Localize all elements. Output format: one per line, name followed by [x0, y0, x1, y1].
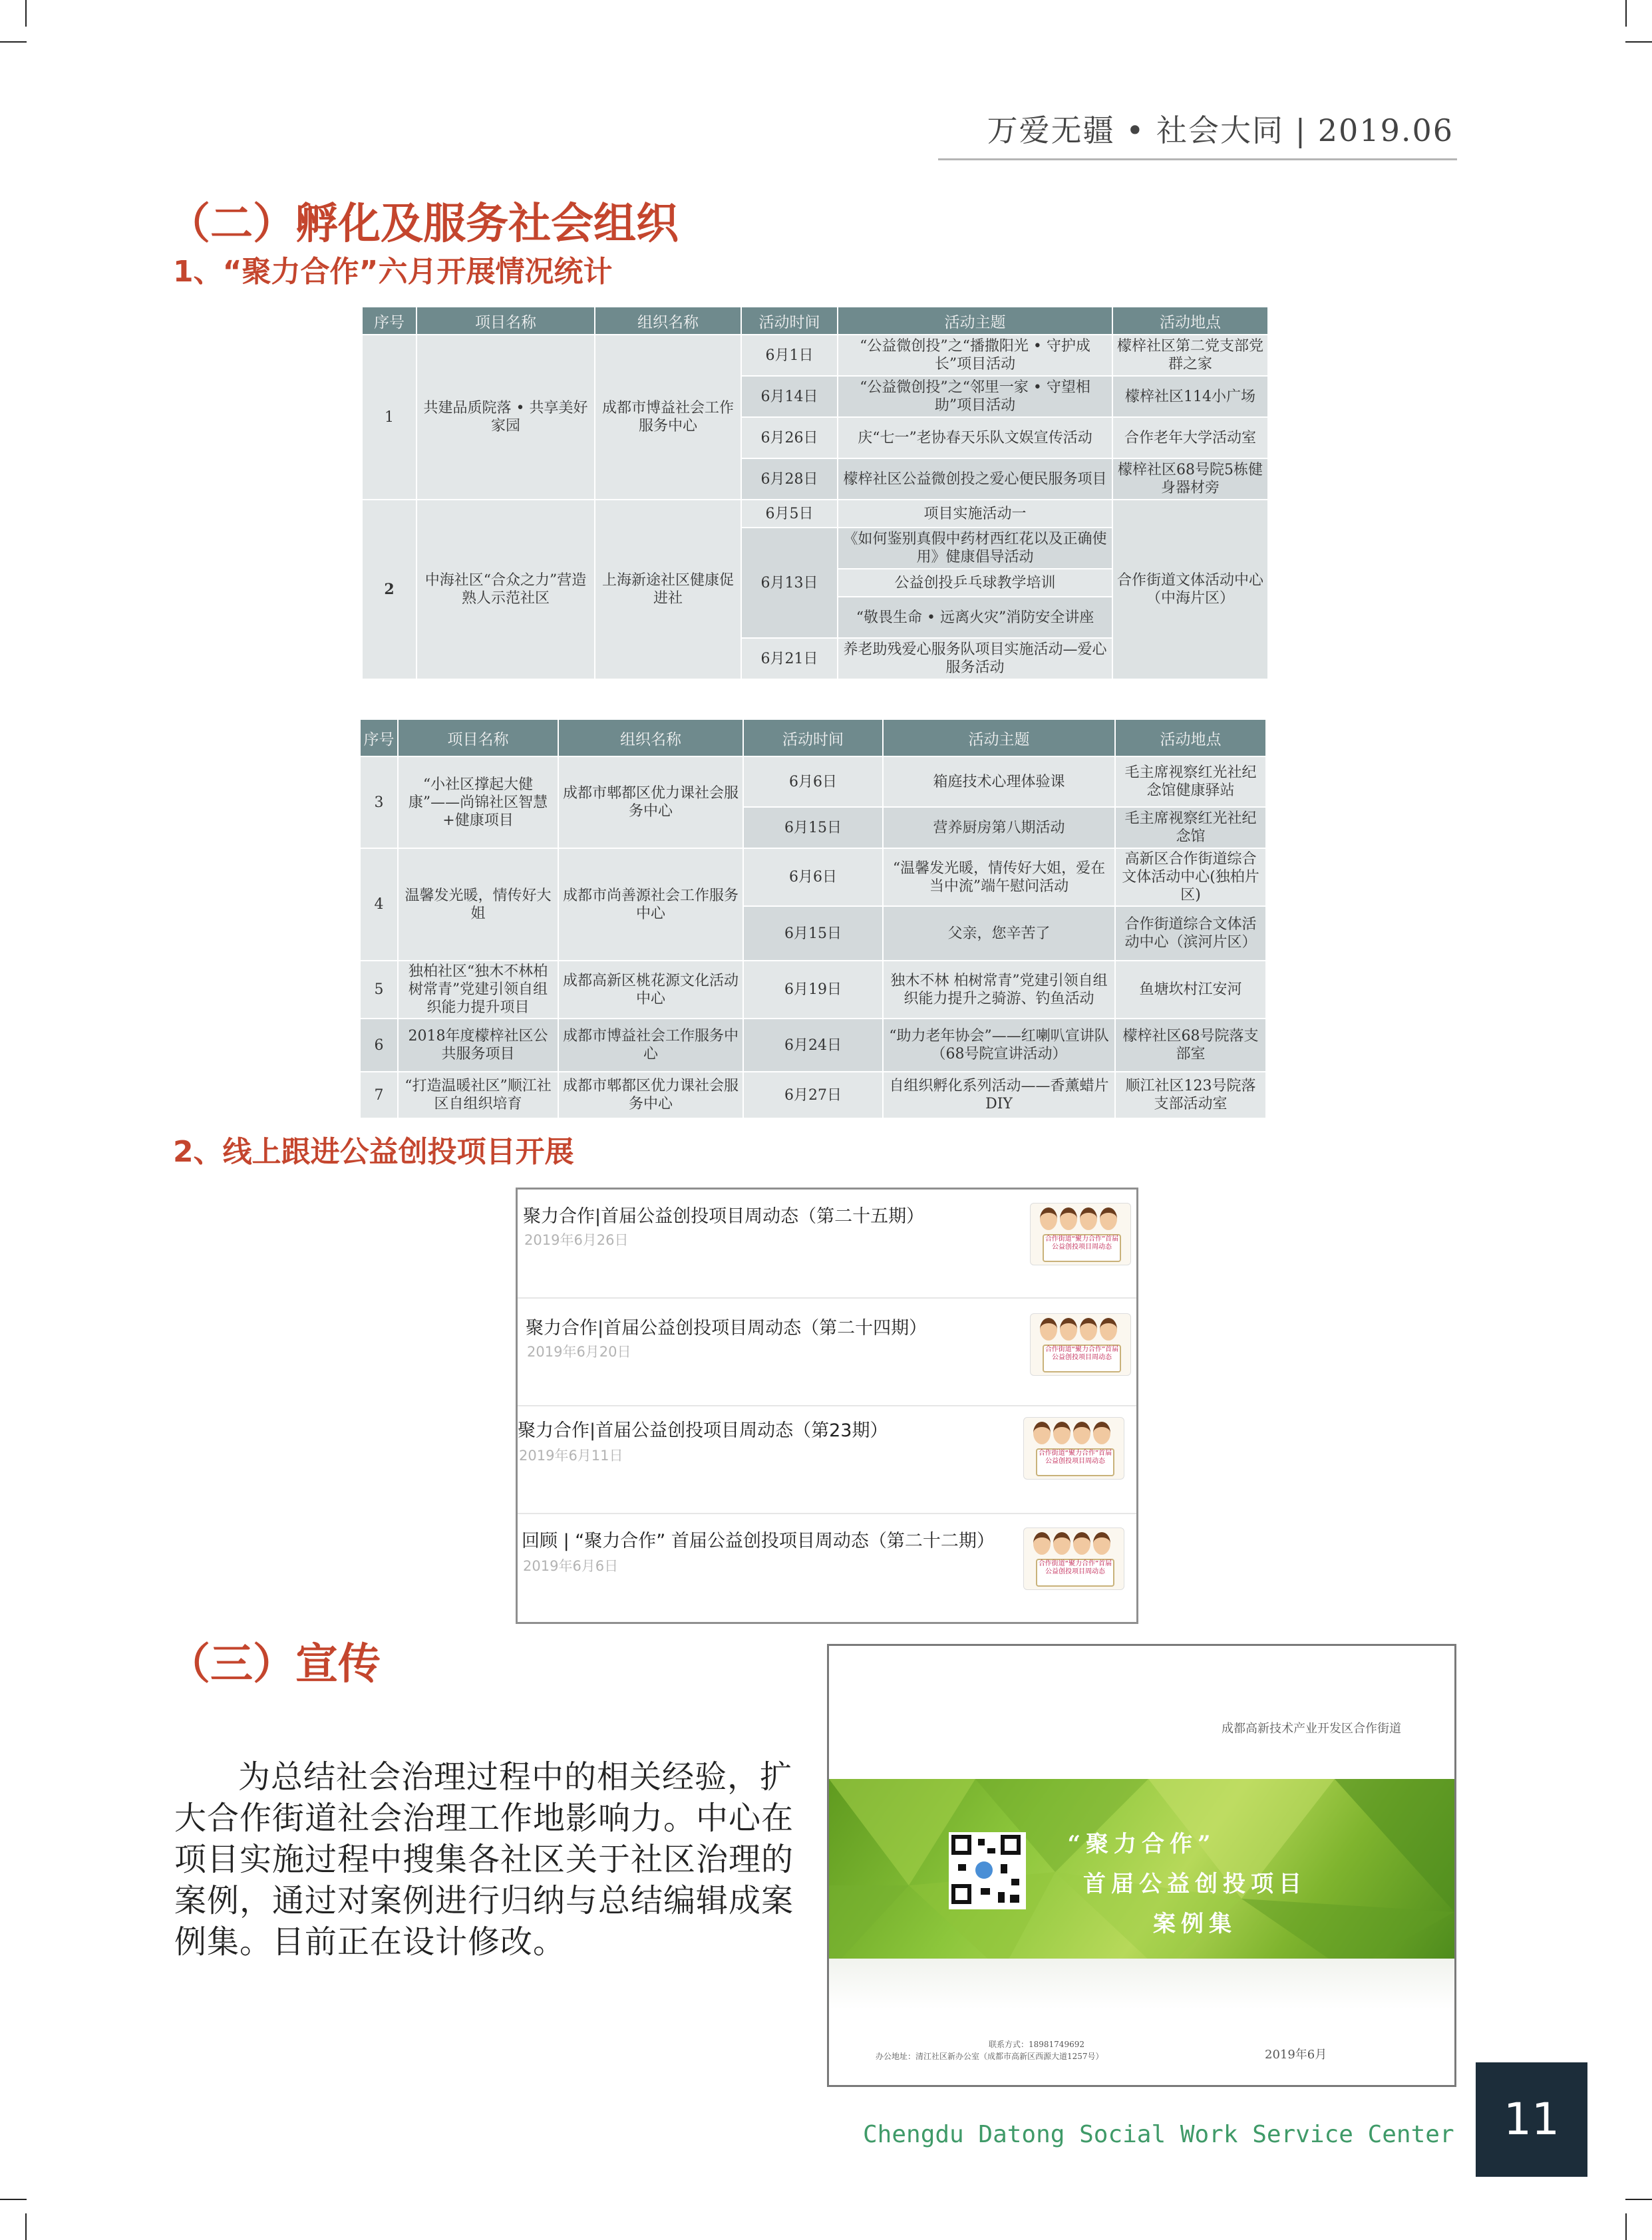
activity-theme: 公益创投乒乓球教学培训: [838, 569, 1112, 597]
activity-date: 6月15日: [743, 906, 883, 961]
activity-theme: 《如何鉴别真假中药材西红花以及正确使用》健康倡导活动: [838, 528, 1112, 569]
column-header: 活动地点: [1115, 719, 1266, 756]
row-number: 4: [360, 848, 398, 961]
project-name: 独柏社区“独木不林柏树常青”党建引领自组织能力提升项目: [398, 961, 558, 1019]
org-name: 成都市郫都区优力课社会服务中心: [558, 1072, 743, 1118]
activity-place: 檬梓社区第二党支部党群之家: [1112, 335, 1268, 376]
activity-theme: “助力老年协会”——红喇叭宣讲队（68号院宣讲活动）: [883, 1019, 1115, 1072]
cover-contact: [876, 2038, 1104, 2062]
news-date: 2019年6月26日: [524, 1232, 629, 1248]
org-name: 成都市博益社会工作服务中心: [558, 1019, 743, 1072]
news-date: 2019年6月20日: [527, 1344, 631, 1360]
section-heading: （二）孵化及服务社会组织: [168, 200, 679, 249]
activity-theme: “公益微创投”之“播撒阳光 • 守护成长”项目活动: [838, 335, 1112, 376]
column-header: 项目名称: [416, 307, 595, 335]
org-name: 成都市郫都区优力课社会服务中心: [558, 756, 743, 848]
news-date: 2019年6月11日: [519, 1448, 623, 1464]
news-thumbnail: [1030, 1313, 1131, 1376]
activity-place: 高新区合作街道综合文体活动中心(独柏片区): [1115, 848, 1266, 906]
news-item[interactable]: [518, 1190, 1136, 1299]
news-title[interactable]: 聚力合作|首届公益创投项目周动态（第二十五期）: [523, 1206, 925, 1227]
page-number-box: [1476, 2062, 1587, 2177]
news-title[interactable]: 聚力合作|首届公益创投项目周动态（第23期）: [518, 1420, 888, 1441]
news-item[interactable]: [518, 1405, 1136, 1514]
activity-date: 6月27日: [743, 1072, 883, 1118]
activity-theme: 自组织孵化系列活动——香薰蜡片DIY: [883, 1072, 1115, 1118]
activity-theme: “公益微创投”之“邻里一家 • 守望相助”项目活动: [838, 376, 1112, 417]
thumbnail-sign: 合作街道“聚力合作”首届公益创投项目周动态: [1036, 1448, 1114, 1476]
cover-address: 办公地址：清江社区新办公室（成都市高新区西源大道1257号）: [876, 2052, 1104, 2061]
table-header-row: [360, 719, 1266, 756]
column-header: 序号: [362, 307, 416, 335]
project-name: “打造温暖社区”顺江社区自组织培育: [398, 1072, 558, 1118]
running-head: 万爱无疆 • 社会大同 | 2019.06: [987, 112, 1454, 148]
activity-theme: 项目实施活动一: [838, 500, 1112, 528]
activity-date: 6月21日: [741, 638, 838, 679]
subsection-heading: 2、线上跟进公益创投项目开展: [173, 1135, 574, 1169]
project-name: “小社区撑起大健康”——尚锦社区智慧+健康项目: [398, 756, 558, 848]
activity-date: 6月19日: [743, 961, 883, 1019]
org-name: 成都高新区桃花源文化活动中心: [558, 961, 743, 1019]
column-header: 组织名称: [595, 307, 741, 335]
header-rule: [938, 158, 1457, 160]
activity-date: 6月1日: [741, 335, 838, 376]
row-number: 7: [360, 1072, 398, 1118]
table-row: [362, 500, 1268, 528]
activity-date: 6月28日: [741, 458, 838, 500]
thumbnail-sign: 合作街道“聚力合作”首届公益创投项目周动态: [1043, 1234, 1121, 1262]
org-name: 上海新途社区健康促进社: [595, 500, 741, 679]
column-header: 活动主题: [838, 307, 1112, 335]
column-header: 活动主题: [883, 719, 1115, 756]
crop-mark: [1625, 0, 1627, 27]
activity-date: 6月6日: [743, 848, 883, 906]
activity-place: 毛主席视察红光社纪念馆健康驿站: [1115, 756, 1266, 807]
activity-place: 顺江社区123号院落支部活动室: [1115, 1072, 1266, 1118]
table-row: [362, 335, 1268, 376]
activity-theme: 父亲，您辛苦了: [883, 906, 1115, 961]
row-number: 6: [360, 1019, 398, 1072]
activity-place: 檬梓社区114小广场: [1112, 376, 1268, 417]
activity-theme: “温馨发光暖，情传好大姐，爱在当中流”端午慰问活动: [883, 848, 1115, 906]
activity-place: 合作街道综合文体活动中心（滨河片区）: [1115, 906, 1266, 961]
news-feed: [516, 1188, 1138, 1624]
cover-bottom: [829, 1959, 1454, 2085]
row-number: 5: [360, 961, 398, 1019]
activity-date: 6月5日: [741, 500, 838, 528]
activity-table-2-clip: [359, 719, 1267, 1112]
thumbnail-sign: 合作街道“聚力合作”首届公益创投项目周动态: [1043, 1345, 1121, 1372]
column-header: 项目名称: [398, 719, 558, 756]
crop-mark: [1625, 41, 1652, 43]
crop-mark: [25, 2213, 27, 2240]
subsection-heading: 1、“聚力合作”六月开展情况统计: [173, 255, 613, 289]
news-date: 2019年6月6日: [523, 1558, 619, 1574]
footer-organization: Chengdu Datong Social Work Service Center: [863, 2121, 1454, 2148]
activity-place: 合作老年大学活动室: [1112, 417, 1268, 458]
cover-organization: 成都高新技术产业开发区合作街道: [1222, 1722, 1401, 1736]
activity-theme: 营养厨房第八期活动: [883, 807, 1115, 848]
activity-theme: 檬梓社区公益微创投之爱心便民服务项目: [838, 458, 1112, 500]
news-thumbnail: [1023, 1527, 1124, 1590]
news-title[interactable]: 回顾 | “聚力合作” 首届公益创投项目周动态（第二十二期）: [522, 1531, 995, 1551]
org-name: 成都市尚善源社会工作服务中心: [558, 848, 743, 961]
row-number: 1: [362, 335, 416, 500]
activity-place: 鱼塘坎村江安河: [1115, 961, 1266, 1019]
activity-date: 6月6日: [743, 756, 883, 807]
activity-theme: 庆“七一”老协春天乐队文娱宣传活动: [838, 417, 1112, 458]
news-item[interactable]: [518, 1297, 1136, 1406]
table-row: [360, 1072, 1266, 1118]
news-thumbnail: [1023, 1417, 1124, 1480]
table-row: [360, 756, 1266, 807]
section-heading: （三）宣传: [168, 1640, 381, 1689]
org-name: 成都市博益社会工作服务中心: [595, 335, 741, 500]
crop-mark: [0, 41, 27, 43]
column-header: 序号: [360, 719, 398, 756]
activity-table-1: [361, 306, 1269, 680]
column-header: 活动时间: [741, 307, 838, 335]
cover-title-line2: 首届公益创投项目: [1083, 1871, 1307, 1897]
case-collection-cover: [827, 1644, 1456, 2087]
row-number: 2: [362, 500, 416, 679]
activity-place: 檬梓社区68号院落支部室: [1115, 1019, 1266, 1072]
project-name: 温馨发光暖，情传好大姐: [398, 848, 558, 961]
crop-mark: [1625, 2213, 1627, 2240]
activity-date: 6月14日: [741, 376, 838, 417]
table-row: [360, 961, 1266, 1019]
thumbnail-sign: 合作街道“聚力合作”首届公益创投项目周动态: [1036, 1559, 1114, 1587]
activity-table-2: [359, 719, 1267, 1119]
column-header: 组织名称: [558, 719, 743, 756]
table-row: [360, 1019, 1266, 1072]
activity-date: 6月24日: [743, 1019, 883, 1072]
cover-green-band: [829, 1779, 1454, 1972]
news-title[interactable]: 聚力合作|首届公益创投项目周动态（第二十四期）: [526, 1318, 927, 1339]
project-name: 共建品质院落 • 共享美好家园: [416, 335, 595, 500]
table-row: [360, 848, 1266, 906]
column-header: 活动地点: [1112, 307, 1268, 335]
news-thumbnail: [1030, 1203, 1131, 1265]
body-paragraph: 为总结社会治理过程中的相关经验，扩大合作街道社会治理工作地影响力。中心在项目实施过程中搜集各社区关于社区治理的案例，通过对案例进行归纳与总结编辑成案例集。目前正在设计修改。: [174, 1758, 794, 1961]
activity-theme: “敬畏生命 • 远离火灾”消防安全讲座: [838, 597, 1112, 638]
activity-place: 檬梓社区68号院5栋健身器材旁: [1112, 458, 1268, 500]
project-name: 2018年度檬梓社区公共服务项目: [398, 1019, 558, 1072]
activity-date: 6月15日: [743, 807, 883, 848]
activity-date: 6月13日: [741, 528, 838, 638]
crop-mark: [1625, 2199, 1652, 2200]
row-number: 3: [360, 756, 398, 848]
table-header-row: [362, 307, 1268, 335]
crop-mark: [0, 2199, 27, 2200]
column-header: 活动时间: [743, 719, 883, 756]
cover-title-line3: 案例集: [1153, 1911, 1237, 1937]
cover-date: 2019年6月: [1265, 2048, 1327, 2062]
activity-theme: 独木不林 柏树常青”党建引领自组织能力提升之骑游、钓鱼活动: [883, 961, 1115, 1019]
page-number: 11: [1504, 2094, 1560, 2145]
cover-phone: 联系方式：18981749692: [989, 2040, 1084, 2049]
news-item[interactable]: [518, 1513, 1136, 1621]
activity-place: 合作街道文体活动中心（中海片区）: [1112, 500, 1268, 679]
cover-title-line1: “聚力合作”: [1067, 1831, 1216, 1857]
project-name: 中海社区“合众之力”营造熟人示范社区: [416, 500, 595, 679]
activity-theme: 养老助残爱心服务队项目实施活动—爱心服务活动: [838, 638, 1112, 679]
activity-theme: 箱庭技术心理体验课: [883, 756, 1115, 807]
activity-date: 6月26日: [741, 417, 838, 458]
crop-mark: [25, 0, 27, 27]
activity-place: 毛主席视察红光社纪念馆: [1115, 807, 1266, 848]
